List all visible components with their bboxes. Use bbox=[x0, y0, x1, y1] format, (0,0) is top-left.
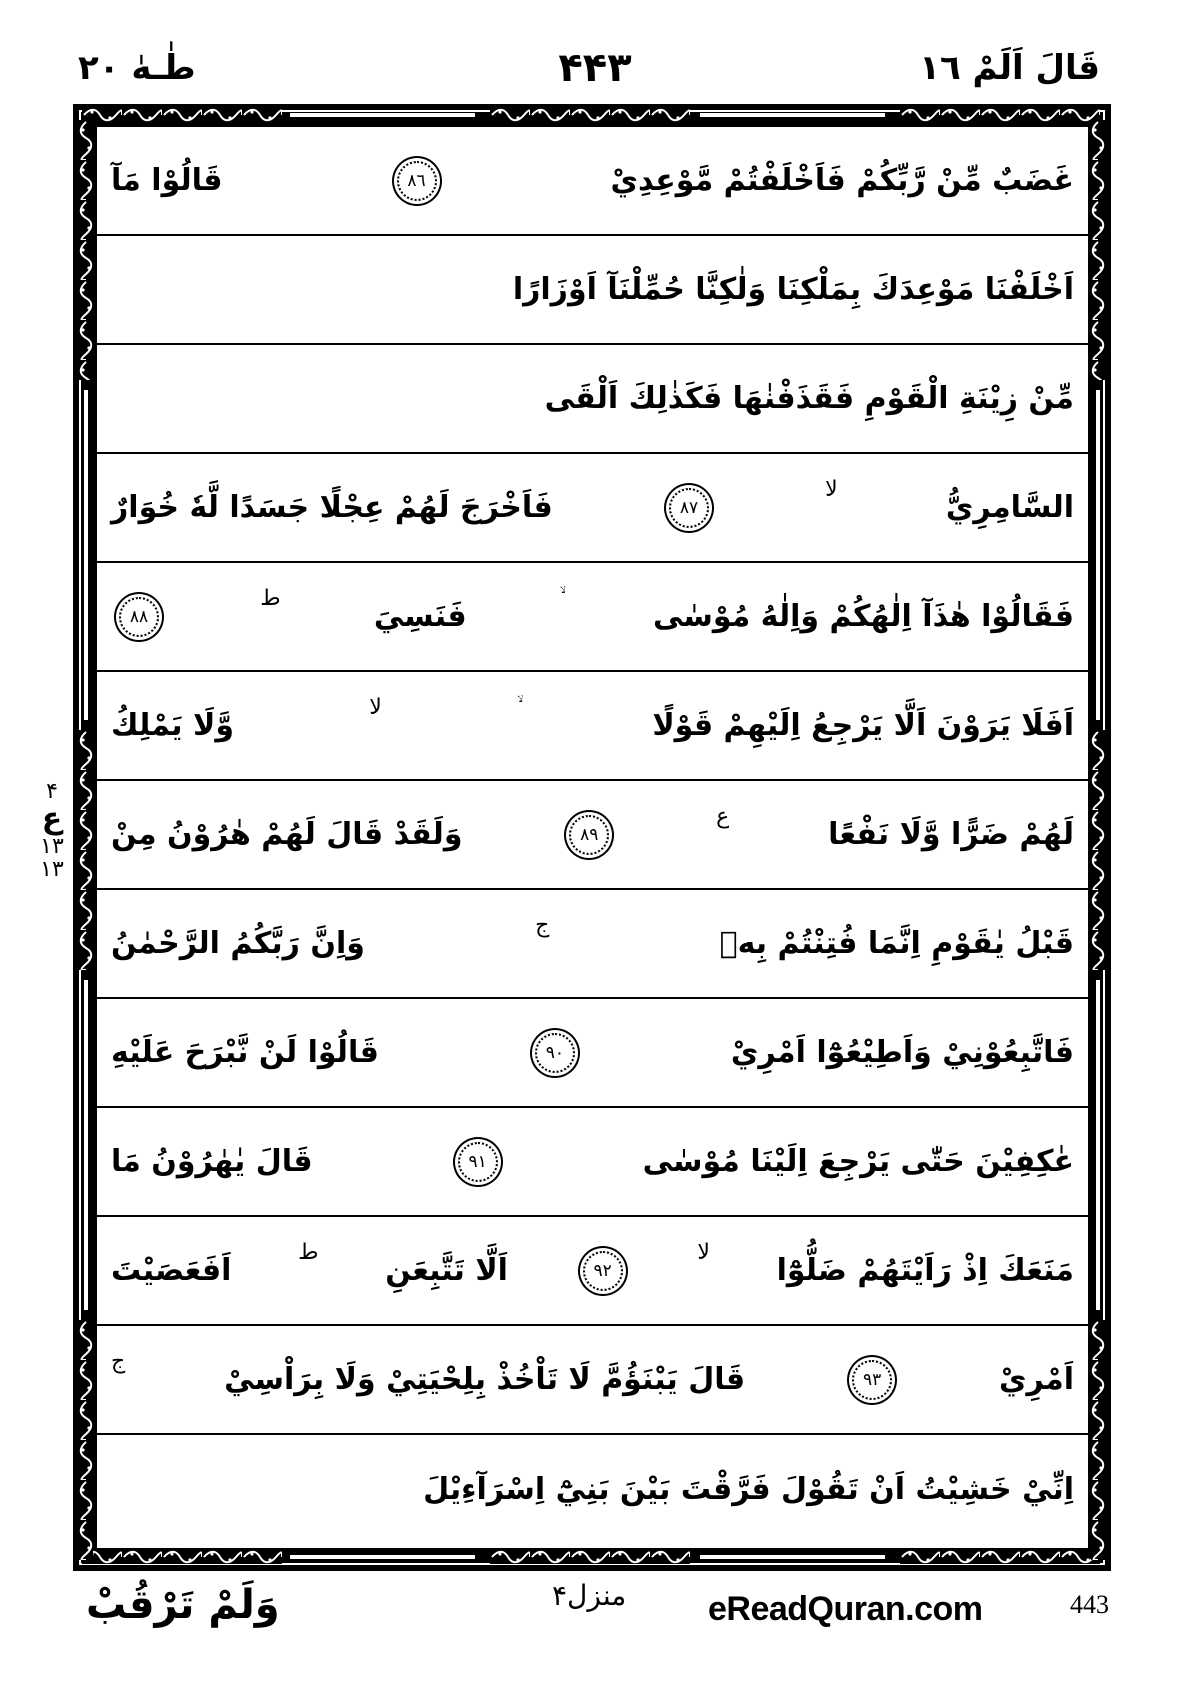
ruku-top-number: ۴ bbox=[46, 779, 58, 804]
waqf-sign: ع bbox=[716, 803, 730, 829]
border-ornament-left-top bbox=[79, 120, 93, 380]
verse-line-content bbox=[111, 1348, 1074, 1400]
verse-text: مِّنْ زِيْنَةِ الْقَوْمِ فَقَذَفْنٰهَا فَكَذٰلِكَ اَلْقَى bbox=[544, 380, 1074, 416]
verse-line bbox=[97, 1326, 1088, 1435]
page-number: 443 bbox=[1070, 1590, 1109, 1619]
border-ornament-left-bottom bbox=[79, 1320, 93, 1560]
verse-text: فَاَخْرَجَ لَهُمْ عِجْلًا جَسَدًا لَّهٗ خُوَارٌ bbox=[111, 489, 553, 525]
ruku-symbol: ع bbox=[41, 801, 63, 837]
verse-text: قَالَ يٰهٰرُوْنُ مَا bbox=[111, 1143, 313, 1179]
border-bar-right bbox=[1096, 390, 1100, 720]
border-bar-top bbox=[700, 113, 885, 117]
waqf-sign: لا bbox=[697, 1239, 710, 1265]
verse-line-content bbox=[111, 694, 1074, 743]
verse-line bbox=[97, 127, 1088, 236]
verse-line bbox=[97, 672, 1088, 781]
ayah-end-marker-icon: ٨٩ bbox=[569, 815, 609, 855]
verse-text: فَنَسِيَ bbox=[373, 598, 467, 634]
verse-text: مَنَعَكَ اِذْ رَاَيْتَهُمْ ضَلُّوْٓا bbox=[776, 1252, 1074, 1288]
ayah-end-marker-icon: ٨٨ bbox=[119, 597, 159, 637]
verse-text: اَفَعَصَيْتَ bbox=[111, 1252, 232, 1288]
waqf-sign: ج bbox=[535, 912, 550, 938]
verse-text: قَالَ يَبْنَؤُمَّ لَا تَاْخُذْ بِلِحْيَتِيْ وَلَا بِرَاْسِيْ bbox=[224, 1361, 746, 1397]
verse-line-content bbox=[111, 1033, 1074, 1073]
site-watermark[interactable]: eReadQuran.com bbox=[708, 1590, 983, 1628]
verse-text: غَضَبٌ مِّنْ رَّبِّكُمْ فَاَخْلَفْتُمْ مَّوْعِدِيْ bbox=[610, 162, 1074, 198]
verse-text: وَلَقَدْ قَالَ لَهُمْ هٰرُوْنُ مِنْ bbox=[111, 816, 463, 852]
border-bar-bottom bbox=[290, 1555, 475, 1559]
verse-line-content bbox=[111, 1142, 1074, 1182]
border-ornament-right-middle bbox=[1091, 730, 1105, 970]
border-bar-left bbox=[84, 390, 88, 720]
border-bar-right bbox=[1096, 980, 1100, 1310]
verse-line bbox=[97, 236, 1088, 345]
verse-text: اَفَلَا يَرَوْنَ اَلَّا يَرْجِعُ اِلَيْهِمْ قَوْلًا bbox=[652, 707, 1074, 743]
verse-text: اَلَّا تَتَّبِعَنِ bbox=[385, 1252, 508, 1288]
waqf-sign: ج bbox=[111, 1348, 126, 1374]
ayah-end-marker-icon: ٨٦ bbox=[397, 161, 437, 201]
catchword: وَلَمْ تَرْقُبْ bbox=[86, 1582, 280, 1628]
ruku-bottom-number: ١٣ bbox=[40, 856, 64, 882]
verse-text: فَقَالُوْا هٰذَآ اِلٰهُكُمْ وَاِلٰهُ مُوْسٰى bbox=[653, 598, 1074, 634]
verse-text: عٰكِفِيْنَ حَتّٰى يَرْجِعَ اِلَيْنَا مُوْسٰى bbox=[642, 1143, 1074, 1179]
border-ornament-left-middle bbox=[79, 730, 93, 970]
verse-text: السَّامِرِيُّ bbox=[945, 489, 1074, 525]
verse-line-content bbox=[111, 476, 1074, 528]
verse-text: لَهُمْ ضَرًّا وَّلَا نَفْعًا bbox=[828, 816, 1074, 852]
border-ornament-top-left bbox=[82, 108, 282, 122]
para-name: قَالَ اَلَمْ ١٦ bbox=[919, 48, 1100, 88]
verse-line-content bbox=[111, 1471, 1074, 1507]
verse-line bbox=[97, 1435, 1088, 1544]
verse-line-content bbox=[111, 912, 1074, 961]
border-bar-top bbox=[290, 113, 475, 117]
ruku-marker bbox=[34, 780, 70, 881]
ayah-end-marker-icon: ٩٢ bbox=[583, 1251, 623, 1291]
border-ornament-bottom-right bbox=[900, 1550, 1100, 1564]
verse-line bbox=[97, 563, 1088, 672]
verse-text: وَاِنَّ رَبَّكُمُ الرَّحْمٰنُ bbox=[111, 925, 365, 961]
verse-text: اَمْرِيْ bbox=[998, 1361, 1074, 1397]
verse-text: اَخْلَفْنَا مَوْعِدَكَ بِمَلْكِنَا وَلٰكِنَّا حُمِّلْنَآ اَوْزَارًا bbox=[512, 271, 1074, 307]
ayah-end-marker-icon: ٩٣ bbox=[852, 1360, 892, 1400]
verse-text: اِنِّيْ خَشِيْتُ اَنْ تَقُوْلَ فَرَّقْتَ بَيْنَ بَنِيْٓ اِسْرَآءِيْلَ bbox=[423, 1471, 1074, 1507]
verse-line bbox=[97, 454, 1088, 563]
border-ornament-bottom-center bbox=[490, 1550, 690, 1564]
quran-text-panel bbox=[97, 127, 1088, 1548]
verse-text: قَبْلُ يٰقَوْمِ اِنَّمَا فُتِنْتُمْ بِهٖ bbox=[719, 925, 1074, 961]
verse-text: قَالُوْا مَآ bbox=[111, 162, 223, 198]
verse-text: وَّلَا يَمْلِكُ bbox=[111, 707, 235, 743]
verse-line-content bbox=[111, 585, 1074, 637]
verse-text: قَالُوْا لَنْ نَّبْرَحَ عَلَيْهِ bbox=[111, 1034, 379, 1070]
waqf-sign: لا bbox=[825, 476, 838, 502]
border-ornament-top-right bbox=[900, 108, 1100, 122]
verse-line bbox=[97, 999, 1088, 1108]
waqf-sign: ط bbox=[260, 585, 281, 611]
ruku-middle-number: ١٣ bbox=[40, 833, 64, 859]
ayah-end-marker-icon: ٩٠ bbox=[535, 1033, 575, 1073]
verse-line-content bbox=[111, 380, 1074, 416]
border-bar-bottom bbox=[700, 1555, 885, 1559]
ayah-end-marker-icon: ٨٧ bbox=[669, 488, 709, 528]
border-ornament-bottom-left bbox=[82, 1550, 282, 1564]
border-ornament-top-center bbox=[490, 108, 690, 122]
verse-line-content bbox=[111, 161, 1074, 201]
verse-line bbox=[97, 345, 1088, 454]
verse-line-content bbox=[111, 1239, 1074, 1291]
border-bar-left bbox=[84, 980, 88, 1310]
waqf-sign: ط bbox=[298, 1239, 319, 1265]
verse-line bbox=[97, 781, 1088, 890]
verse-line bbox=[97, 890, 1088, 999]
ayah-end-marker-icon: ٩١ bbox=[458, 1142, 498, 1182]
border-ornament-right-bottom bbox=[1091, 1320, 1105, 1560]
verse-line-content bbox=[111, 271, 1074, 307]
manzil-label: منزل۴ bbox=[552, 1579, 627, 1612]
verse-line bbox=[97, 1217, 1088, 1326]
page-number-arabic: ۴۴۳ bbox=[558, 45, 632, 91]
verse-line bbox=[97, 1108, 1088, 1217]
verse-line-content bbox=[111, 803, 1074, 855]
border-ornament-right-top bbox=[1091, 120, 1105, 380]
verse-text: فَاتَّبِعُوْنِيْ وَاَطِيْعُوْٓا اَمْرِيْ bbox=[730, 1034, 1074, 1070]
surah-name: طٰـهٰ ٢٠ bbox=[78, 48, 196, 88]
waqf-sign: لا bbox=[369, 694, 382, 720]
